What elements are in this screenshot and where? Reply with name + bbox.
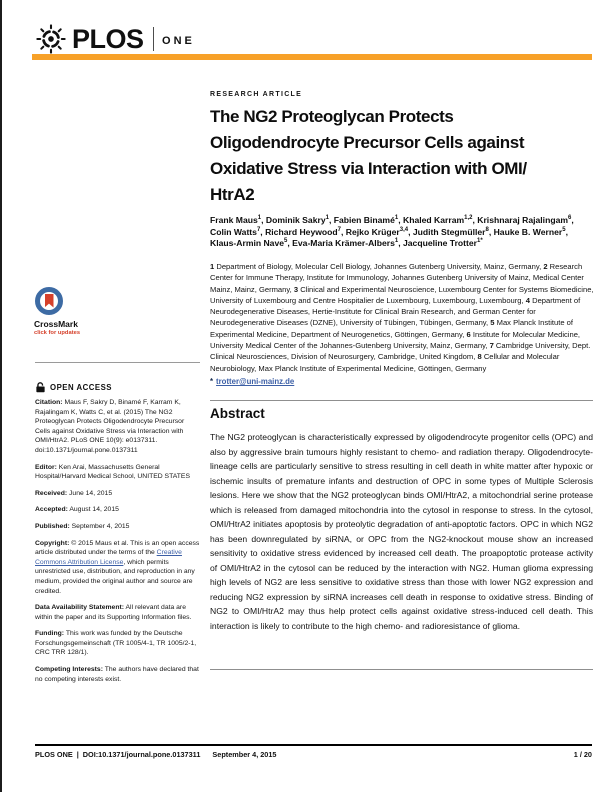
journal-edition: ONE (162, 34, 195, 47)
sidebar-notes (35, 398, 201, 691)
sidebar-block-competing-interests: Competing Interests: The authors have declared that no competing interests exist. (35, 666, 199, 683)
sidebar-block-accepted: Accepted: August 14, 2015 (35, 506, 119, 514)
affiliation-list: 1 Department of Biology, Molecular Cell Biology, Johannes Gutenberg University, Mainz, Germany, 2 Research Center for Immune Therapy, Institute for Immunology, Johannes Gutenberg University of Mainz, Medical Center Mainz, Mainz, Germany, 3 Clinical and Experimental Neuroscience, Luxembourg Center for Systems Biomedicine, University of Luxembourg and Centre Hospitalier de Luxembourg, Luxembourg, Luxembourg, 4 Department of Neurodegenerative Diseases, Hertie-Institute for Clinical Brain Research, and German Center for Neurodegenerative Diseases (DZNE), University of Tübingen, Tübingen, Germany, 5 Max Planck Institute of Experimental Medicine, Department of Neurogenetics, Göttingen, Germany, 6 Institute for Molecular Medicine, University Medical Center of the Johannes-Gutenberg University, Mainz, Germany, 7 Cambridge University, Dept. Clinical Neurosciences, Division of Neurosurgery, Cambridge, United Kingdom, 8 Cellular and Molecular Neurobiology, Max Planck Institute of Experimental Medicine, Göttingen, Germany (210, 262, 594, 373)
crossmark-icon (35, 287, 63, 315)
author: Jacqueline Trotter$^{1*}$ (402, 238, 483, 248)
affiliation: 8 Cellular and Molecular Neurobiology, Max Planck Institute of Experimental Medicine, Göttingen, Germany (210, 352, 560, 373)
article-type-label: RESEARCH ARTICLE (210, 91, 303, 98)
affiliation: 2 Research Center for Immune Therapy, Institute for Immunology, Johannes Gutenberg University of Mainz, Medical Center Mainz, Mainz, Germany (210, 262, 584, 294)
sidebar-block-label: Competing Interests: (35, 666, 103, 674)
plos-one-logo (35, 22, 195, 56)
logo-divider (153, 27, 155, 51)
corresponding-email-link[interactable]: trotter@uni-mainz.de (216, 377, 295, 386)
crossmark-label: CrossMark (34, 319, 78, 329)
abstract-text: The NG2 proteoglycan is characteristically expressed by oligodendrocyte progenitor cells (OPC) and also by aggressive brain tumours highly resistant to chemo- and radiation therapy. Oligodendrocyte-lineage cells are particularly sensitive to stress resulting in cell death in white matter after hypoxic or ischemic insults of premature infants and destruction of OPC in some types of Multiple Sclerosis lesions. Here we show that the NG2 proteoglycan binds OMI/HtrA2, a mitochondrial serine protease which is released from damaged mitochondria into the cytosol in response to stress. In the cytosol, OMI/HtrA2 initiates apoptosis by proteolytic degradation of anti-apoptotic factors. OPC in which NG2 has been downregulated by siRNA, or OPC from the NG2-knockout mouse show an increased sensitivity to oxidative stress evidenced by increased cell death. The proapoptotic protease activity of OMI/HtrA2 in the cytosol can be reduced by the interaction with NG2. Human glioma expressing high levels of NG2 are less sensitive to oxidative stress than those with lower NG2 expression and reducing NG2 expression by siRNA increases cell death in response to oxidative stress. Binding of NG2 to OMI/HtrA2 may thus help protect cells against oxidative stress-induced cell death. This interaction is likely to contribute to the high chemo- and radioresistance of glioma. (210, 432, 593, 631)
corresponding-author-marker: * (210, 377, 214, 386)
footer-journal: PLOS ONE (35, 750, 73, 759)
affiliation: 6 Institute for Molecular Medicine, University Medical Center of the Johannes-Gutenberg University, Mainz, Germany (210, 329, 581, 351)
page-edge (0, 0, 2, 792)
author: Krishnaraj Rajalingam$^6$ (477, 215, 572, 225)
footer-separator: | (76, 750, 79, 759)
footer-page-number: 1 / 20 (573, 750, 592, 759)
affiliation: 4 Department of Neurodegenerative Diseases, Hertie-Institute for Clinical Brain Research, and German Center for Neurodegenerative Diseases (DZNE), University of Tübingen, Tübingen, Germany (210, 295, 581, 328)
author: Colin Watts$^7$ (210, 226, 261, 237)
footer-doi: DOI:10.1371/journal.pone.0137311 (82, 750, 201, 759)
author-list: Frank Maus$^1$, Dominik Sakry$^1$, Fabien Binamé$^1$, Khaled Karram$^{1,2}$, Krishnaraj Rajalingam$^6$, Colin Watts$^7$, Richard Heywood$^7$, Rejko Krüger$^{3,4}$, Judith Stegmüller$^8$, Hauke B. Werner$^5$, Klaus-Armin Nave$^5$, Eva-Maria Krämer-Albers$^1$, Jacqueline Trotter$^{1*}$ (210, 215, 574, 248)
open-access-row (35, 381, 112, 393)
sidebar-divider (35, 362, 200, 363)
affiliation: 7 Cambridge University, Dept. Clinical Neurosciences, Division of Neurosurgery, Cambridge, United Kingdom (210, 341, 591, 362)
author: Judith Stegmüller$^8$ (412, 226, 489, 237)
abstract-heading: Abstract (210, 406, 265, 421)
affiliation: 1 Department of Biology, Molecular Cell Biology, Johannes Gutenberg University, Mainz, Germany (210, 262, 540, 271)
journal-name: PLOS (72, 23, 144, 54)
open-access-label: OPEN ACCESS (50, 382, 112, 392)
author: Eva-Maria Krämer-Albers$^1$ (292, 238, 399, 248)
author: Hauke B. Werner$^5$ (493, 226, 566, 237)
open-lock-icon (35, 381, 46, 393)
sidebar-block-label: Data Availability Statement: (35, 604, 125, 612)
sidebar-block-label: Accepted: (35, 506, 68, 514)
author: Frank Maus$^1$ (210, 215, 262, 225)
plos-sun-icon (35, 23, 67, 55)
creative-commons-license-link[interactable]: Creative Commons Attribution License (35, 549, 182, 566)
bookmark-icon (45, 294, 54, 308)
abstract-bottom-rule (210, 669, 593, 670)
crossmark-badge[interactable] (34, 287, 124, 336)
author: Fabien Binamé$^1$ (333, 215, 399, 225)
author: Klaus-Armin Nave$^5$ (210, 238, 288, 248)
sidebar-block-label: Published: (35, 522, 70, 530)
sidebar-block-label: Copyright: (35, 539, 70, 547)
correspondence-line (210, 377, 294, 386)
sidebar-block-label: Editor: (35, 463, 57, 471)
sidebar-block-citation: Citation: Maus F, Sakry D, Binamé F, Karram K, Rajalingam K, Watts C, et al. (2015) The NG2 Proteoglycan Protects Oligodendrocyte Precursor Cells against Oxidative Stress via Interaction with OMI/HtrA2. PLoS ONE 10(9): e0137311. doi:10.1371/journal.pone.0137311 (35, 399, 185, 454)
author: Rejko Krüger$^{3,4}$ (345, 226, 409, 237)
author: Richard Heywood$^7$ (265, 226, 342, 237)
sidebar-block-editor: Editor: Ken Arai, Massachusetts General Hospital/Harvard Medical School, UNITED STATES (35, 463, 190, 481)
affiliation: 3 Clinical and Experimental Neuroscience, Luxembourg Center for Systems Biomedicine, University of Luxembourg and Centre Hospitalier de Luxembourg, Luxembourg, Luxembourg (210, 284, 594, 305)
sidebar-block-data-availability: Data Availability Statement: All relevant data are within the paper and its Supporting Information files. (35, 604, 192, 621)
author: Dominik Sakry$^1$ (265, 215, 329, 225)
abstract-top-rule (210, 400, 593, 401)
masthead-accent-bar (32, 54, 592, 60)
author: Khaled Karram$^{1,2}$ (402, 215, 473, 225)
sidebar-block-label: Received: (35, 489, 68, 497)
footer-rule (35, 744, 592, 746)
sidebar-block-published: Published: September 4, 2015 (35, 522, 130, 530)
sidebar-block-copyright: Copyright: © 2015 Maus et al. This is an open access article distributed under the terms of the Creative Commons Attribution License, which permits unrestricted use, distribution, and reproduction in any medium, provided the original author and source are credited. (35, 539, 200, 595)
sidebar-block-funding: Funding: This work was funded by the Deutsche Forschungsgemeinschaft (TR 1005/4-1, TR 1005/2-1, CRC TRR 128/1). (35, 630, 197, 657)
affiliation: 5 Max Planck Institute of Experimental Medicine, Department of Neurogenetics, Göttingen, Germany (210, 318, 574, 339)
footer-date: September 4, 2015 (212, 750, 277, 759)
sidebar-block-label: Funding: (35, 630, 65, 638)
crossmark-subtext: click for updates (34, 330, 81, 336)
sidebar-block-label: Citation: (35, 399, 63, 406)
article-title: The NG2 Proteoglycan Protects Oligodendrocyte Precursor Cells against Oxidative Stress via Interaction with OMI/ HtrA2 (210, 107, 527, 204)
footer (35, 750, 592, 759)
footer-left (35, 750, 276, 759)
sidebar-block-received: Received: June 14, 2015 (35, 489, 113, 497)
